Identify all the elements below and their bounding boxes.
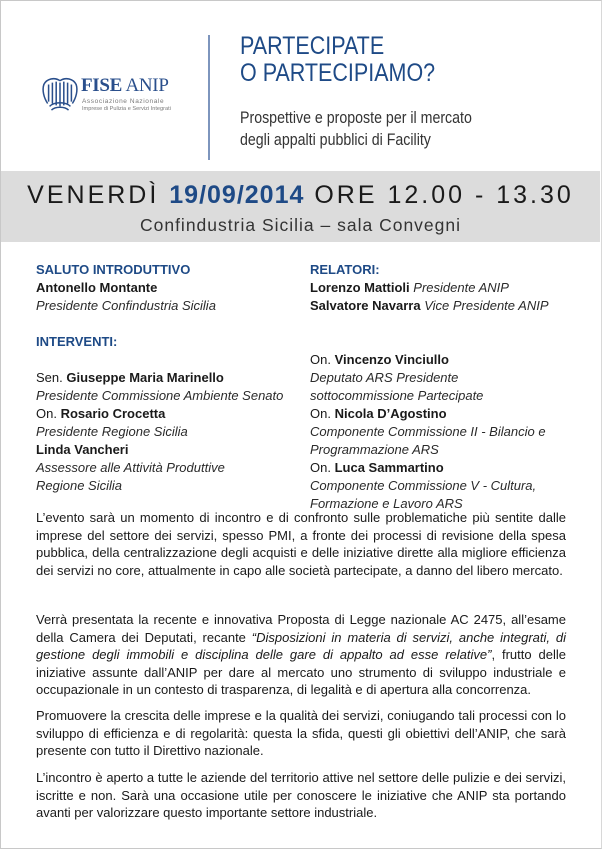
- event-time: ORE 12.00 - 13.30: [314, 181, 574, 209]
- speaker-role: Assessore alle Attività Produttive: [36, 460, 225, 475]
- event-info-band: [1, 171, 600, 242]
- body-paragraph-4: L’incontro è aperto a tutte le aziende del territorio attive nel settore delle pulizie e dei servizi, iscritte e non. Sarà una occasione utile per conoscere le iniziative che ANIP sta portando avanti per valorizzare questo importante settore industriale.: [36, 770, 566, 821]
- fise-anip-logo: [41, 73, 181, 118]
- interventi-heading: INTERVENTI:: [36, 334, 118, 349]
- speaker-role: Presidente Regione Sicilia: [36, 424, 188, 439]
- speaker-name: On. Nicola D’Agostino: [310, 406, 447, 421]
- speaker-role: sottocommissione Partecipate: [310, 388, 484, 403]
- saluto-role: Presidente Confindustria Sicilia: [36, 298, 216, 313]
- law-title-quote: “Disposizioni in materia di servizi, anche integrati, di gestione degli immobili e disciplina delle gare di appalto ad esse relative”: [36, 629, 566, 663]
- page-subtitle: Prospettive e proposte per il mercato degli appalti pubblici di Facility: [240, 109, 472, 149]
- relatore: Salvatore Navarra Vice Presidente ANIP: [310, 298, 549, 313]
- program-left-column: [36, 261, 301, 495]
- logo-tagline-1: Associazione Nazionale: [82, 98, 165, 105]
- header-divider: [208, 35, 210, 160]
- speaker-role: Formazione e Lavoro ARS: [310, 496, 463, 511]
- body-paragraph-1: L’evento sarà un momento di incontro e di confronto sulle problematiche più sentite dalle imprese del settore dei servizi, spesso PMI, a fronte dei processi di revisione della spesa pubblica, della centralizzazione degli acquisti e delle iniziative dirette alla migliore efficienza dei servizi no core, attualmente in capo alle società partecipate, a danno del libero mercato.: [36, 510, 566, 578]
- speaker-role: Regione Sicilia: [36, 478, 122, 493]
- speaker-role: Componente Commissione V - Cultura,: [310, 478, 537, 493]
- speaker-name: On. Rosario Crocetta: [36, 406, 166, 421]
- speaker-role: Componente Commissione II - Bilancio e: [310, 424, 546, 439]
- logo-tagline-2: Imprese di Pulizia e Servizi Integrati: [82, 106, 171, 112]
- speaker-name: Sen. Giuseppe Maria Marinello: [36, 370, 224, 385]
- speaker-role: Programmazione ARS: [310, 442, 439, 457]
- speaker-name: On. Vincenzo Vinciullo: [310, 352, 449, 367]
- event-day: VENERDÌ: [27, 181, 160, 209]
- page-title: PARTECIPATE O PARTECIPIAMO?: [240, 32, 436, 87]
- eagle-emblem-icon: [41, 75, 79, 113]
- logo-brand: FISE ANIP: [81, 75, 169, 96]
- speaker-name: On. Luca Sammartino: [310, 460, 444, 475]
- body-paragraph-2: Verrà presentata la recente e innovativa Proposta di Legge nazionale AC 2475, all’esame della Camera dei Deputati, recante “Disposizioni in materia di servizi, anche integrati, di gestione degli immobili e disciplina delle gare di appalto ad esse relative”, frutto delle iniziative assunte dall’ANIP per dare al mercato uno strumento di sviluppo industriale e occupazionale in un contesto di trasparenza, di legalità e di apertura alla concorrenza.: [36, 612, 566, 698]
- speaker-name: Linda Vancheri: [36, 442, 129, 457]
- saluto-person: Antonello Montante: [36, 280, 158, 295]
- speaker-role: Deputato ARS Presidente: [310, 370, 459, 385]
- speaker-role: Presidente Commissione Ambiente Senato: [36, 388, 284, 403]
- event-date: 19/09/2014: [169, 181, 305, 209]
- saluto-heading: SALUTO INTRODUTTIVO: [36, 262, 191, 277]
- event-venue: Confindustria Sicilia – sala Convegni: [139, 215, 462, 235]
- program-right-column: [310, 261, 595, 513]
- relatori-heading: RELATORI:: [310, 262, 380, 277]
- body-paragraph-3: Promuovere la crescita delle imprese e la qualità dei servizi, coniugando tali processi con lo sviluppo di efficienza e di regolarità: questa la sfida, questi gli obiettivi dell’ANIP, che sarà presente con tutto il Direttivo nazionale.: [36, 708, 566, 759]
- event-datetime: [1, 181, 600, 210]
- relatore: Lorenzo Mattioli Presidente ANIP: [310, 280, 509, 295]
